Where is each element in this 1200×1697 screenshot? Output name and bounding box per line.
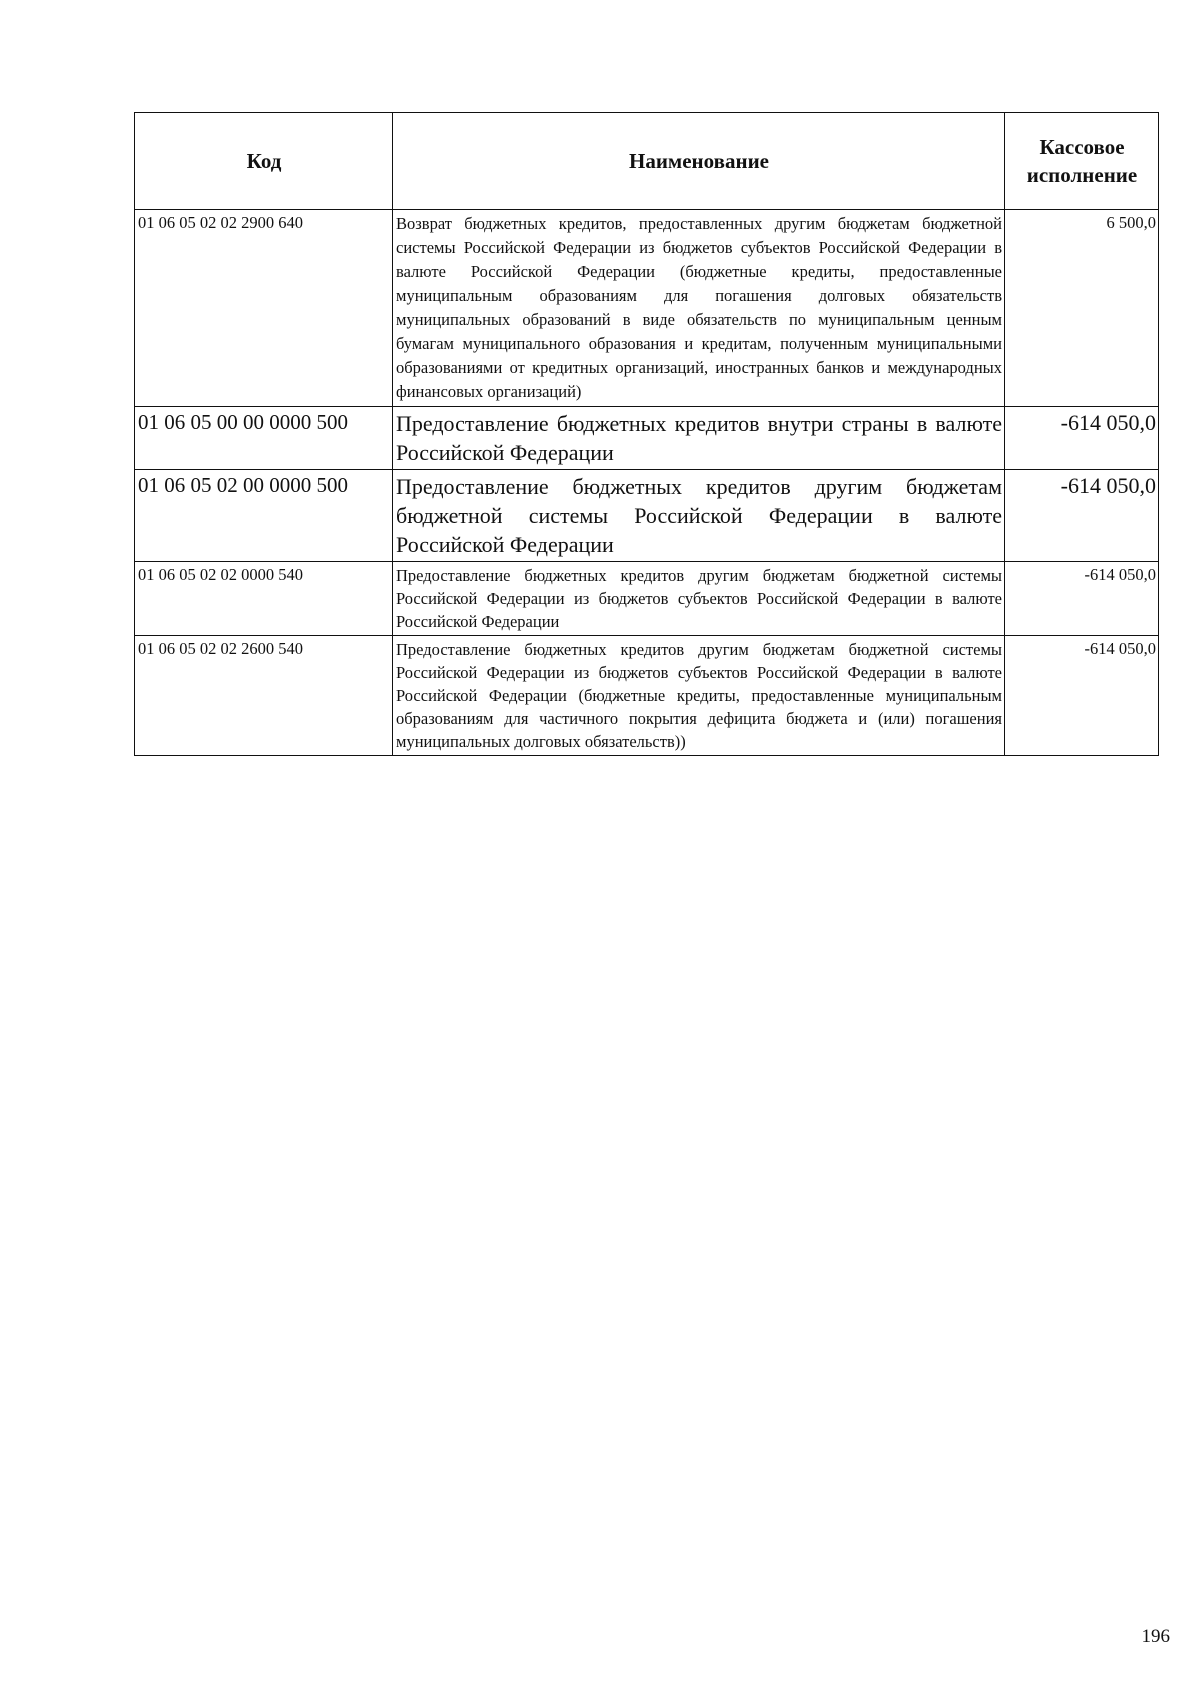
row-code: 01 06 05 02 02 2900 640: [135, 210, 393, 407]
row-code: 01 06 05 00 00 0000 500: [135, 407, 393, 470]
row-name: Возврат бюджетных кредитов, предоставленных другим бюджетам бюджетной системы Российской Федерации из бюджетов субъектов Российской Федерации в валюте Российской Федерации (бюджетные кредиты, предоставленные муниципальным образованиям для погашения долговых обязательств муниципальных образований в виде обязательств по муниципальным ценным бумагам муниципального образования и кредитам, полученным муниципальными образованиями от кредитных организаций, иностранных банков и международных финансовых организаций): [393, 210, 1005, 407]
row-amount: -614 050,0: [1005, 562, 1159, 636]
table-row: [135, 562, 1159, 636]
row-code: 01 06 05 02 02 0000 540: [135, 562, 393, 636]
budget-execution-table: [134, 112, 1159, 756]
table-row: [135, 470, 1159, 562]
row-name: Предоставление бюджетных кредитов другим бюджетам бюджетной системы Российской Федерации из бюджетов субъектов Российской Федерации в валюте Российской Федерации (бюджетные кредиты, предоставленные муниципальным образованиям для частичного покрытия дефицита бюджета и (или) погашения муниципальных долговых обязательств)): [393, 636, 1005, 756]
table-row: [135, 210, 1159, 407]
row-name: Предоставление бюджетных кредитов внутри страны в валюте Российской Федерации: [393, 407, 1005, 470]
row-name: Предоставление бюджетных кредитов другим бюджетам бюджетной системы Российской Федерации из бюджетов субъектов Российской Федерации в валюте Российской Федерации: [393, 562, 1005, 636]
row-amount: -614 050,0: [1005, 470, 1159, 562]
row-code: 01 06 05 02 00 0000 500: [135, 470, 393, 562]
row-code: 01 06 05 02 02 2600 540: [135, 636, 393, 756]
page-number: 196: [1141, 1626, 1170, 1647]
row-amount: -614 050,0: [1005, 407, 1159, 470]
table-row: [135, 636, 1159, 756]
table-row: [135, 407, 1159, 470]
row-name: Предоставление бюджетных кредитов другим бюджетам бюджетной системы Российской Федерации в валюте Российской Федерации: [393, 470, 1005, 562]
header-name: Наименование: [393, 113, 1005, 210]
table-header-row: [135, 113, 1159, 210]
header-amount: Кассовое исполнение: [1005, 113, 1159, 210]
row-amount: -614 050,0: [1005, 636, 1159, 756]
row-amount: 6 500,0: [1005, 210, 1159, 407]
header-code: Код: [135, 113, 393, 210]
